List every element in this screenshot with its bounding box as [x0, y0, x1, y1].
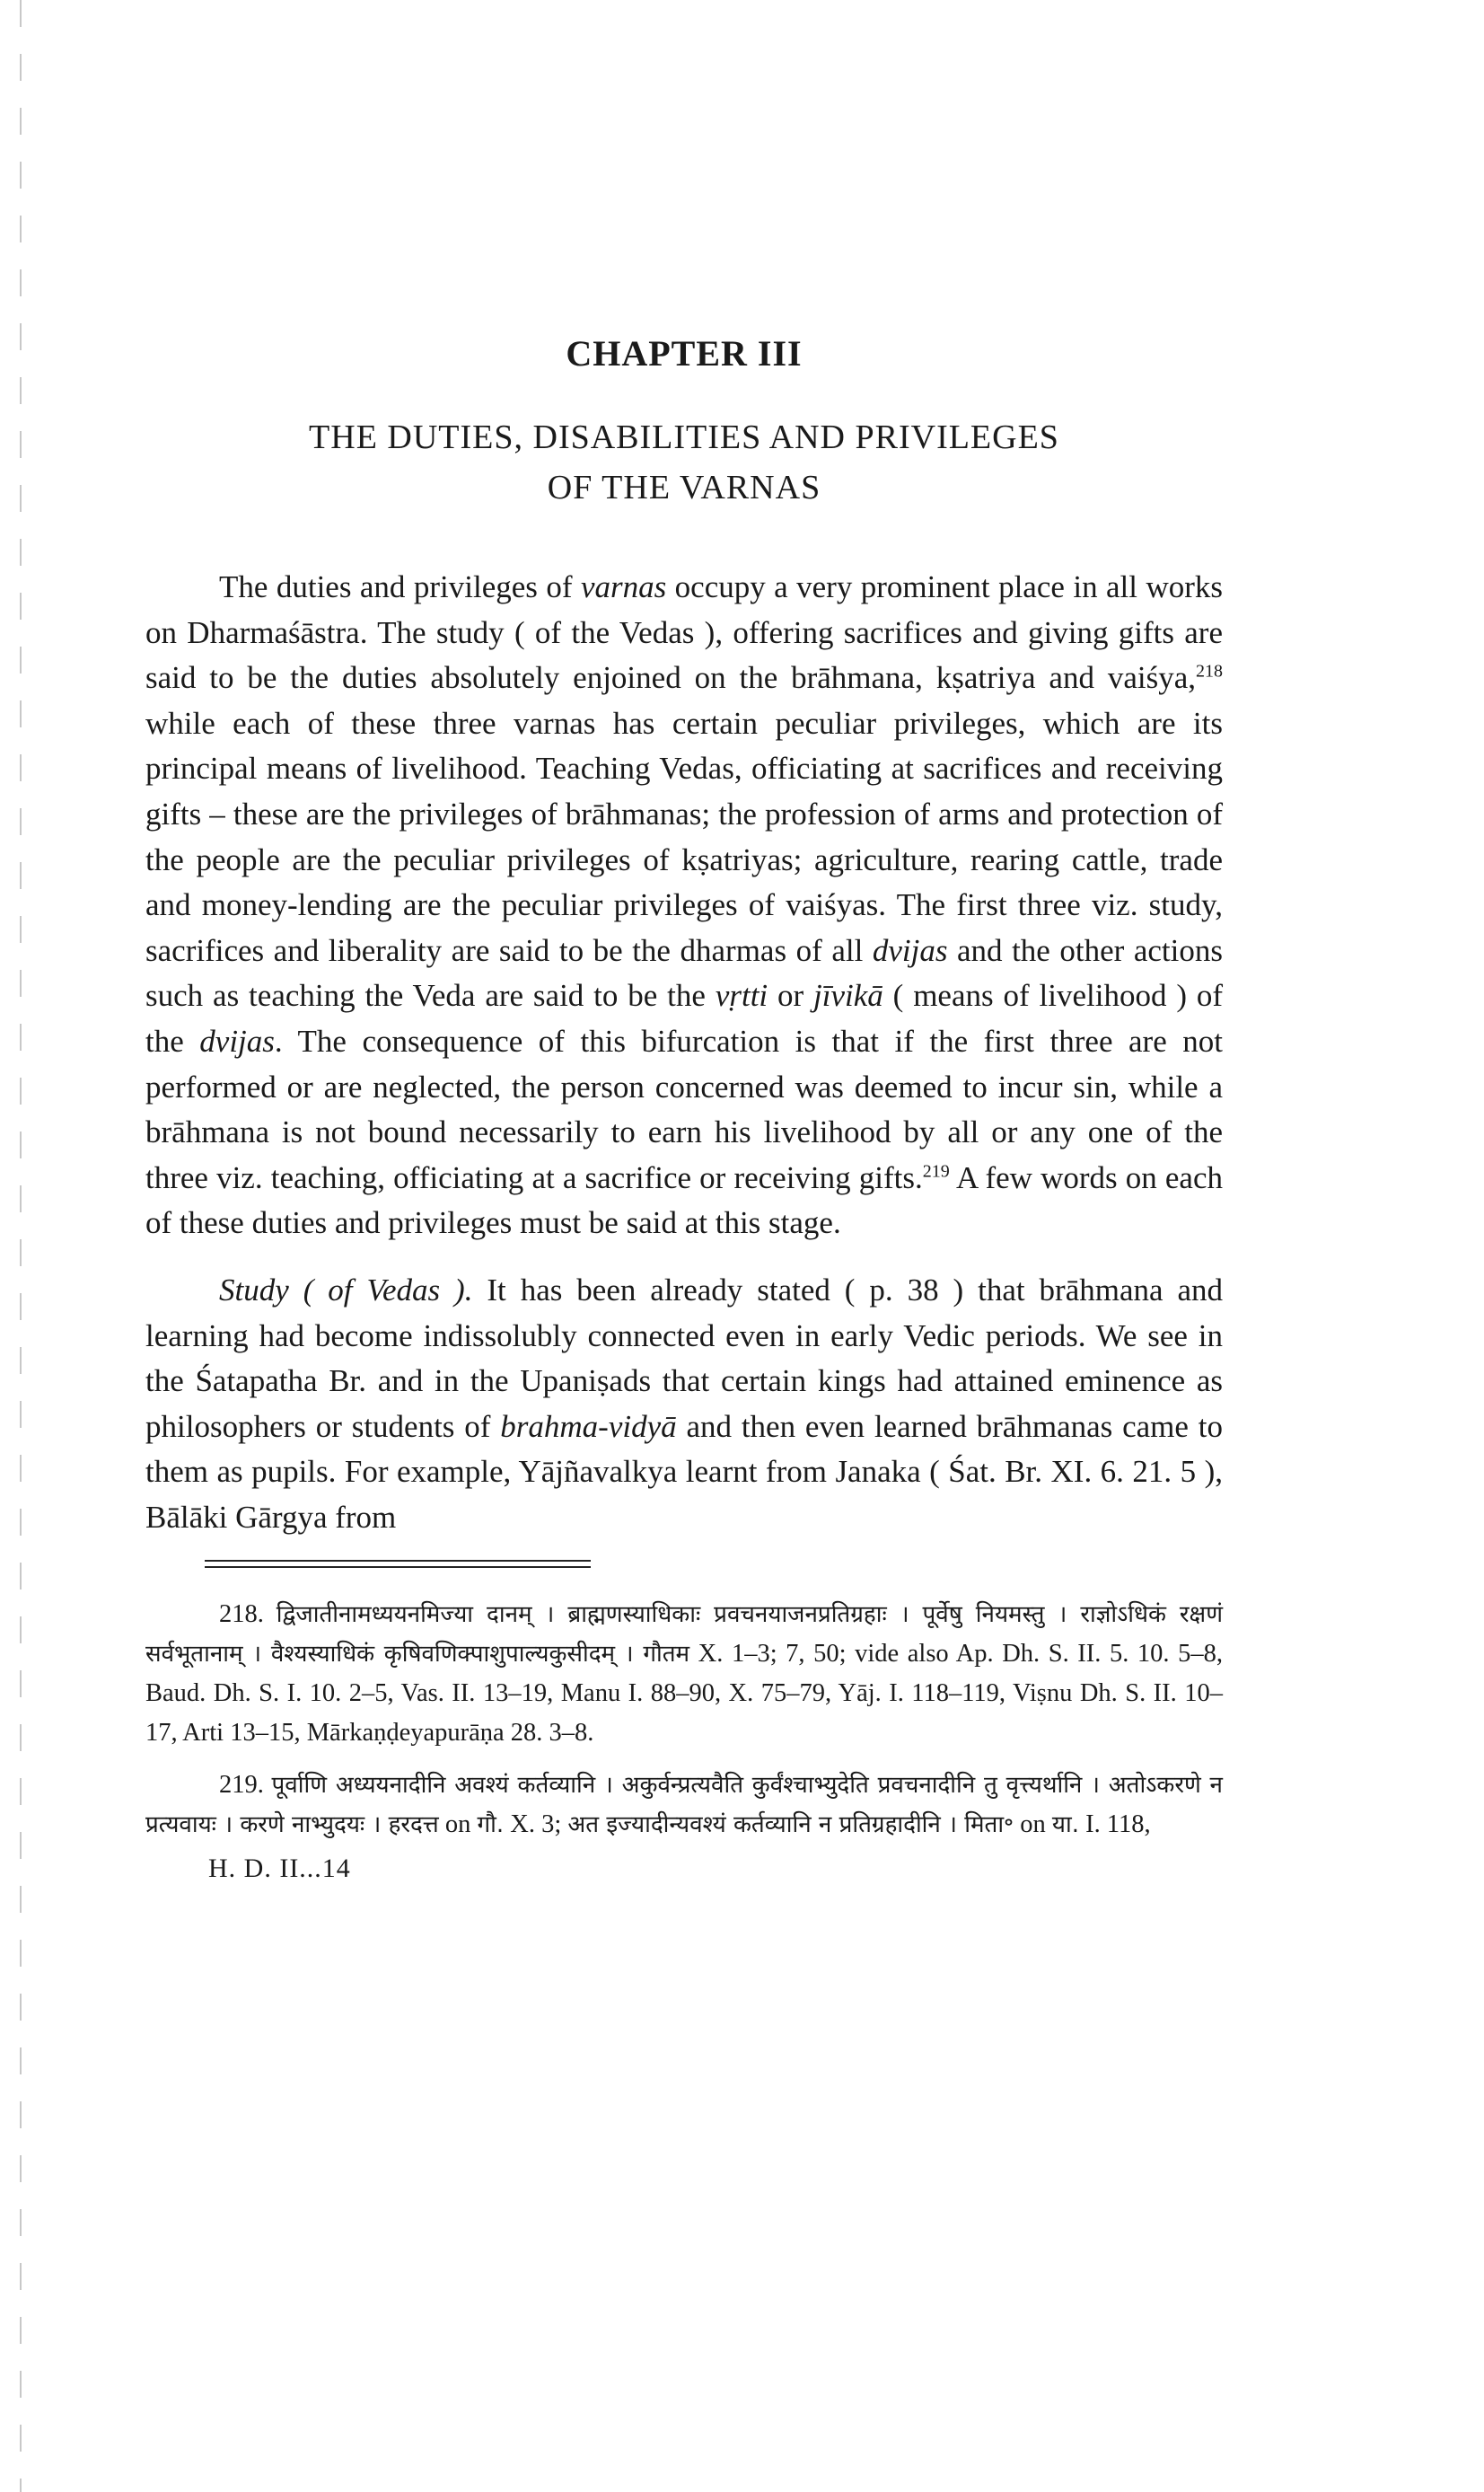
- chapter-heading: CHAPTER III: [566, 333, 803, 374]
- chapter-title: [145, 412, 1223, 513]
- footnotes: [145, 1595, 1223, 1845]
- section-run-in-heading: Study ( of Vedas ).: [219, 1272, 473, 1308]
- footnote-separator: [205, 1560, 591, 1568]
- paragraph-study-of-vedas: Study ( of Vedas ). It has been already stated ( p. 38 ) that brāhmana and learning had become indissolubly connected even in early Vedic periods. We see in the Śatapatha Br. and in the Upaniṣads that certain kings had attained eminence as philosophers or students of brahma-vidyā and then even learned brāhmanas came to them as pupils. For example, Yājñavalkya learnt from Janaka ( Śat. Br. XI. 6. 21. 5 ), Bālāki Gārgya from: [145, 1272, 1223, 1535]
- footnote-219: 219. पूर्वाणि अध्ययनादीनि अवश्यं कर्तव्यानि । अकुर्वन्प्रत्यवैति कुर्वंश्चाभ्युदेति प्रवचनादीनि तु वृत्त्यर्थानि । अतोऽकरणे न प्रत्यवायः । करणे नाभ्युदयः । हरदत्त on गौ. X. 3; अत इज्यादीन्यवश्यं कर्तव्यानि न प्रतिग्रहादीनि । मिता॰ on या. I. 118,: [145, 1771, 1223, 1839]
- document-page: [145, 332, 1223, 1884]
- chapter-title-line-2: OF THE VARNAS: [547, 469, 821, 506]
- printer-signature-mark: H. D. II...14: [208, 1854, 351, 1884]
- footnote-ref-218: 218: [1196, 661, 1223, 682]
- chapter-title-line-1: THE DUTIES, DISABILITIES AND PRIVILEGES: [309, 418, 1059, 456]
- paragraph-duties-privileges: The duties and privileges of varnas occupy a very prominent place in all works on Dharmaśāstra. The study ( of the Vedas ), offering sacrifices and giving gifts are said to be the duties absolutely enjoined on the brāhmana, kṣatriya and vaiśya,$^{218}$ while each of these three varnas has certain peculiar privileges, which are its principal means of livelihood. Teaching Vedas, officiating at sacrifices and receiving gifts – these are the privileges of brāhmanas; the profession of arms and protection of the people are the peculiar privileges of kṣatriyas; agriculture, rearing cattle, trade and money-lending are the peculiar privileges of vaiśyas. The first three viz. study, sacrifices and liberality are said to be the dharmas of all dvijas and the other actions such as teaching the Veda are said to be the vṛtti or jīvikā ( means of livelihood ) of the dvijas. The consequence of this bifurcation is that if the first three are not performed or are neglected, the person concerned was deemed to incur sin, while a brāhmana is not bound necessarily to earn his livelihood by all or any one of the three viz. teaching, officiating at a sacrifice or receiving gifts.$^{219}$ A few words on each of these duties and privileges must be said at this stage.: [145, 569, 1224, 1241]
- left-margin-rule: [20, 0, 22, 2492]
- footnote-ref-219: 219: [922, 1161, 950, 1182]
- body-text: [145, 565, 1223, 1540]
- footnote-218: 218. द्विजातीनामध्ययनमिज्या दानम् । ब्राह्मणस्याधिकाः प्रवचनयाजनप्रतिग्रहाः । पूर्वेषु नियमस्तु । राज्ञोऽधिकं रक्षणं सर्वभूतानाम् । वैश्यस्याधिकं कृषिवणिक्पाशुपाल्यकुसीदम् । गौतम X. 1–3; 7, 50; vide also Ap. Dh. S. II. 5. 10. 5–8, Baud. Dh. S. I. 10. 2–5, Vas. II. 13–19, Manu I. 88–90, X. 75–79, Yāj. I. 118–119, Viṣnu Dh. S. II. 10–17, Arti 13–15, Mārkaṇḍeyapurāṇa 28. 3–8.: [145, 1600, 1223, 1748]
